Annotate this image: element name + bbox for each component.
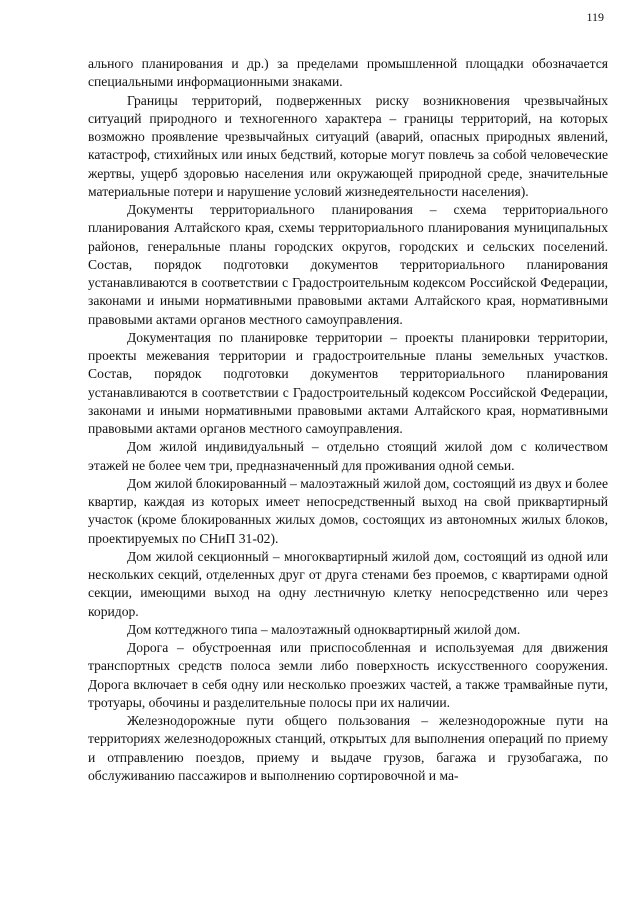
- page-number: 119: [586, 10, 604, 24]
- paragraph-cottage-house: Дом коттеджного типа – малоэтажный одноквартирный жилой дом.: [127, 621, 521, 637]
- paragraph-individual-house: Дом жилой индивидуальный – отдельно стоящий жилой дом с количеством этажей не более чем три, предназначенный для проживания одной семьи.: [88, 439, 608, 473]
- paragraph-territory-planning-documentation: Документация по планировке территории – проекты планировки территории, проекты межевания территории и градостроительные планы земельных участков. Состав, порядок подготовки документов территориального планирования устанавливаются в соответствии с Градостроительный кодексом Российской Федерации, законами и иными нормативными правовыми актами Алтайского края, нормативными правовыми актами органов местного самоуправления.: [88, 329, 608, 436]
- paragraph-blocked-house: Дом жилой блокированный – малоэтажный жилой дом, состоящий из двух и более квартир, каждая из которых имеет непосредственный выход на свой приквартирный участок (кроме блокированных жилых домов, состоящих из автономных жилых блоков, проектируемых по СНиП 31-02).: [88, 475, 608, 546]
- paragraph-territorial-planning-documents: Документы территориального планирования – схема территориального планирования Алтайского края, схемы территориального планирования муниципальных районов, генеральные планы городских округов, городских и сельских поселений. Состав, порядок подготовки документов территориального планирования устанавливаются в соответствии с Градостроительным кодексом Российской Федерации, законами и иными нормативными правовыми актами Алтайского края, нормативными правовыми актами органов местного самоуправления.: [88, 202, 608, 327]
- text-body: [88, 55, 608, 785]
- paragraph-emergency-zones: Границы территорий, подверженных риску возникновения чрезвычайных ситуаций природного и техногенного характера – границы территорий, на которых возможно проявление чрезвычайных ситуаций (аварий, опасных природных явлений, катастроф, стихийных или иных бедствий, которые могут повлечь за собой человеческие жертвы, ущерб здоровью населения или окружающей природной среде, значительные материальные потери и нарушение условий жизнедеятельности населения).: [88, 92, 608, 199]
- paragraph-sectional-house: Дом жилой секционный – многоквартирный жилой дом, состоящий из одной или нескольких секций, отделенных друг от друга стенами без проемов, с квартирами одной секции, имеющими выход на одну лестничную клетку непосредственно или через коридор.: [88, 548, 608, 619]
- paragraph-continuation: ального планирования и др.) за пределами промышленной площадки обозначается специальными информационными знаками.: [88, 56, 608, 90]
- paragraph-road: Дорога – обустроенная или приспособленная и используемая для движения транспортных средств полоса земли либо поверхность искусственного сооружения. Дорога включает в себя одну или несколько проезжих частей, а также трамвайные пути, тротуары, обочины и разделительные полосы при их наличии.: [88, 640, 608, 710]
- paragraph-railway-tracks: Железнодорожные пути общего пользования – железнодорожные пути на территориях железнодорожных станций, открытых для выполнения операций по приему и отправлению поездов, приему и выдаче грузов, багажа и грузобагажа, по обслуживанию пассажиров и выполнению сортировочной и ма-: [88, 713, 608, 783]
